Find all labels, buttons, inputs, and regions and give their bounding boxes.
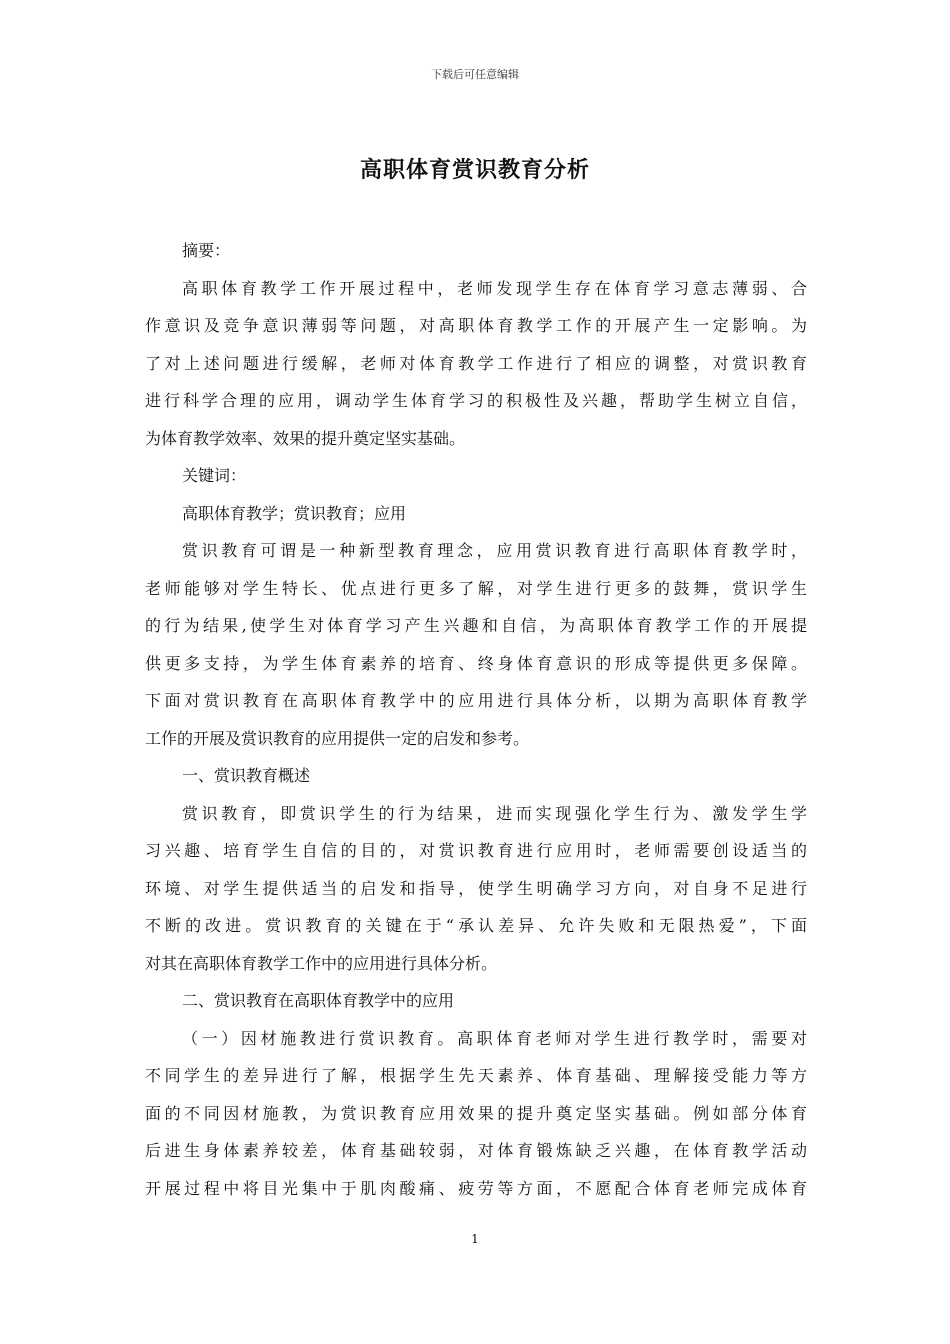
body-line: 了对上述问题进行缓解，老师对体育教学工作进行了相应的调整，对赏识教育 (145, 353, 807, 373)
section-heading: 一、赏识教育概述 (182, 766, 311, 785)
body-line: （一）因材施教进行赏识教育。高职体育老师对学生进行教学时，需要对 (182, 1028, 807, 1048)
body-line: 开展过程中将目光集中于肌肉酸痛、疲劳等方面，不愿配合体育老师完成体育 (145, 1178, 807, 1198)
body-line: 对其在高职体育教学工作中的应用进行具体分析。 (145, 953, 498, 973)
page-number: 1 (471, 1232, 479, 1246)
keywords-line: 高职体育教学；赏识教育；应用 (182, 503, 407, 523)
body-line: 为体育教学效率、效果的提升奠定坚实基础。 (145, 428, 466, 448)
body-line: 不同学生的差异进行了解，根据学生先天素养、体育基础、理解接受能力等方 (145, 1066, 807, 1085)
body-line: 不断的改进。赏识教育的关键在于“承认差异、允许失败和无限热爱”，下面 (145, 916, 807, 935)
document-body (145, 232, 807, 1207)
body-line: 面的不同因材施教，为赏识教育应用效果的提升奠定坚实基础。例如部分体育 (145, 1103, 807, 1123)
body-line: 高职体育教学工作开展过程中，老师发现学生存在体育学习意志薄弱、合 (182, 278, 807, 298)
section-heading: 二、赏识教育在高职体育教学中的应用 (182, 991, 455, 1010)
body-line: 后进生身体素养较差，体育基础较弱，对体育锻炼缺乏兴趣，在体育教学活动 (145, 1141, 807, 1160)
body-line: 下面对赏识教育在高职体育教学中的应用进行具体分析，以期为高职体育教学 (145, 691, 807, 710)
body-line: 作意识及竞争意识薄弱等问题，对高职体育教学工作的开展产生一定影响。为 (145, 316, 807, 335)
body-line: 赏识教育，即赏识学生的行为结果，进而实现强化学生行为、激发学生学 (182, 803, 807, 823)
body-line: 进行科学合理的应用，调动学生体育学习的积极性及兴趣，帮助学生树立自信， (145, 391, 807, 410)
body-line: 工作的开展及赏识教育的应用提供一定的启发和参考。 (145, 728, 530, 748)
body-line: 老师能够对学生特长、优点进行更多了解，对学生进行更多的鼓舞，赏识学生 (145, 578, 807, 598)
body-line: 的行为结果,使学生对体育学习产生兴趣和自信，为高职体育教学工作的开展提 (145, 616, 807, 635)
body-line: 习兴趣、培育学生自信的目的，对赏识教育进行应用时，老师需要创设适当的 (145, 841, 807, 860)
keywords-heading: 关键词： (182, 466, 247, 485)
body-line: 供更多支持，为学生体育素养的培育、终身体育意识的形成等提供更多保障。 (145, 653, 807, 673)
abstract-heading: 摘要： (182, 241, 231, 260)
page-header: 下载后可任意编辑 (431, 68, 519, 81)
document-title: 高职体育赏识教育分析 (359, 157, 590, 183)
body-line: 环境、对学生提供适当的启发和指导，使学生明确学习方向，对自身不足进行 (145, 878, 807, 898)
body-line: 赏识教育可谓是一种新型教育理念，应用赏识教育进行高职体育教学时， (182, 541, 807, 560)
